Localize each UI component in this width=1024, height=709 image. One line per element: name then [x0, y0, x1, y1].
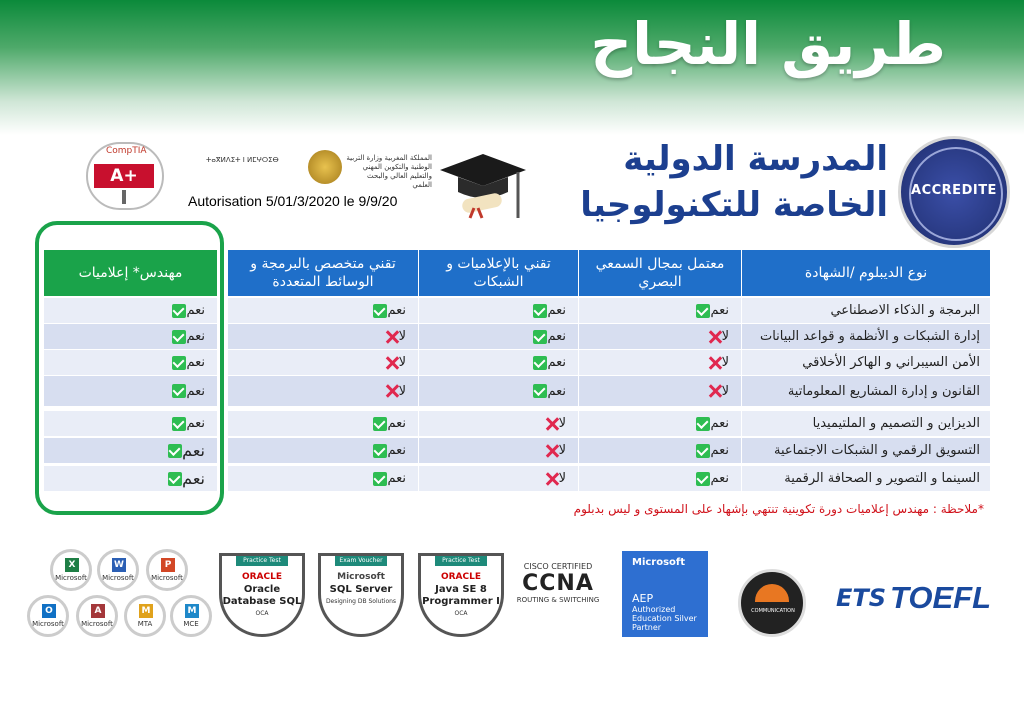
table-cell [44, 438, 217, 463]
check-icon [172, 417, 186, 431]
cell-value: نعم [547, 355, 566, 370]
cell-value: لا [721, 355, 729, 370]
cell-value: لا [558, 471, 566, 486]
check-icon [533, 356, 547, 370]
mta-badge: M MTA [124, 595, 166, 637]
toefl-logo: TOEFL [890, 580, 992, 615]
cell-value: نعم [387, 303, 406, 318]
java-badge: Practice Test ORACLE Java SE 8 Programmer I OCA [418, 553, 504, 637]
cell-value: لا [721, 383, 729, 399]
table-cell [579, 438, 741, 463]
cross-icon [708, 330, 722, 344]
table-row-label: الديزاين و التصميم و الملتيميديا [742, 411, 990, 436]
school-name-line2: الخاصة للتكنولوجيا [580, 185, 888, 225]
table-cell [419, 376, 578, 406]
footnote: *ملاحظة : مهندس إعلاميات دورة تكوينية تنتهي بإشهاد على المستوى و ليس بدبلوم [573, 502, 984, 516]
ms-outlook-badge: O Microsoft [27, 595, 69, 637]
cell-value: نعم [182, 441, 205, 460]
table-cell [579, 466, 741, 491]
table-cell [579, 298, 741, 323]
table-cell [228, 350, 418, 375]
header-audiovisual: معتمل بمجال السمعي البصري [579, 250, 741, 296]
comptia-aplus: A+ [94, 164, 154, 188]
cell-value: نعم [186, 416, 205, 431]
cross-icon [385, 330, 399, 344]
table-row-label: السينما و التصوير و الصحافة الرقمية [742, 466, 990, 491]
cell-value: نعم [186, 383, 205, 399]
table-cell [579, 350, 741, 375]
table-cell [419, 350, 578, 375]
ms-word-badge: W Microsoft [97, 549, 139, 591]
school-name-line1: المدرسة الدولية [623, 139, 888, 179]
graduation-cap-icon [438, 150, 528, 220]
ministry-arabic: المملكة المغربية وزارة التربية الوطنية والتكوين المهني والتعليم العالي والبحث العلمي [346, 154, 432, 189]
table-cell [419, 298, 578, 323]
communication-logo: COMMUNICATION [738, 569, 806, 637]
cross-icon [545, 417, 559, 431]
table-cell [228, 376, 418, 406]
cell-value: لا [398, 383, 406, 399]
ms-access-badge: A Microsoft [76, 595, 118, 637]
cell-value: نعم [186, 329, 205, 344]
accreditation-seal [898, 136, 1010, 248]
header-diploma-type: نوع الديبلوم /الشهادة [742, 250, 990, 296]
cell-value: لا [398, 329, 406, 344]
moroccan-emblem [308, 150, 342, 184]
cell-value: نعم [710, 443, 729, 458]
table-row-label: إدارة الشبكات و الأنظمة و قواعد البيانات [742, 324, 990, 349]
cross-icon [545, 472, 559, 486]
table-cell [419, 324, 578, 349]
cell-value: نعم [710, 303, 729, 318]
table-cell [228, 298, 418, 323]
header-programming-multimedia: تقني متخصص بالبرمجة و الوسائط المتعددة [228, 250, 418, 296]
check-icon [533, 304, 547, 318]
table-row-label: البرمجة و الذكاء الاصطناعي [742, 298, 990, 323]
cell-value: لا [558, 443, 566, 458]
mce-badge: M MCE [170, 595, 212, 637]
cisco-ccna-badge: CISCO CERTIFIED CCNA ROUTING & SWITCHING [516, 562, 600, 604]
cross-icon [708, 356, 722, 370]
check-icon [172, 304, 186, 318]
ets-logo: ETS [836, 584, 887, 612]
table-cell [579, 324, 741, 349]
seal-label: ACCREDITE [911, 183, 997, 198]
cell-value: نعم [186, 355, 205, 370]
school-name [568, 136, 888, 228]
check-icon [696, 417, 710, 431]
table-cell [419, 411, 578, 436]
table-cell [44, 466, 217, 491]
table-cell [44, 298, 217, 323]
table-row-label: القانون و إدارة المشاريع المعلوماتية [742, 376, 990, 406]
table-cell [228, 466, 418, 491]
table-cell [228, 411, 418, 436]
table-cell [228, 438, 418, 463]
table-cell [579, 376, 741, 406]
cell-value: نعم [547, 329, 566, 344]
comptia-logo [86, 142, 164, 210]
ms-excel-badge: X Microsoft [50, 549, 92, 591]
cell-value: نعم [710, 471, 729, 486]
check-icon [696, 444, 710, 458]
microsoft-aep-badge: Microsoft AEP Authorized Education Silver Partner [622, 551, 708, 637]
table-row-label: التسويق الرقمي و الشبكات الاجتماعية [742, 438, 990, 463]
cell-value: نعم [387, 471, 406, 486]
table-cell [44, 411, 217, 436]
cross-icon [385, 384, 399, 398]
check-icon [696, 304, 710, 318]
oracle-sql-badge: Practice Test ORACLE Oracle Database SQL OCA [219, 553, 305, 637]
table-cell [44, 324, 217, 349]
cell-value: نعم [387, 443, 406, 458]
cell-value: نعم [710, 416, 729, 431]
cell-value: نعم [182, 469, 205, 488]
check-icon [172, 384, 186, 398]
check-icon [533, 330, 547, 344]
cell-value: نعم [547, 383, 566, 399]
table-cell [44, 376, 217, 406]
cell-value: نعم [186, 303, 205, 318]
table-cell [228, 324, 418, 349]
comptia-brand: CompTIA [106, 146, 147, 156]
ms-powerpoint-badge: P Microsoft [146, 549, 188, 591]
comptia-stem [122, 190, 126, 204]
check-icon [172, 330, 186, 344]
table-row-label: الأمن السيبراني و الهاكر الأخلاقي [742, 350, 990, 375]
cross-icon [708, 384, 722, 398]
table-cell [579, 411, 741, 436]
table-cell [44, 350, 217, 375]
check-icon [373, 417, 387, 431]
cross-icon [545, 444, 559, 458]
cell-value: نعم [387, 416, 406, 431]
table-cell [419, 438, 578, 463]
header-it-engineer: مهندس* إعلاميات [44, 250, 217, 296]
cell-value: نعم [547, 303, 566, 318]
cross-icon [385, 356, 399, 370]
ministry-tifinagh: ⵜⴰⴳⵍⴷⵉⵜ ⵏ ⵍⵎⵖⵔⵉⴱ [206, 156, 279, 164]
header-it-networks: تقني بالإعلاميات و الشبكات [419, 250, 578, 296]
check-icon [373, 444, 387, 458]
cell-value: لا [721, 329, 729, 344]
check-icon [533, 384, 547, 398]
check-icon [373, 472, 387, 486]
cell-value: لا [558, 416, 566, 431]
sql-server-badge: Exam Voucher Microsoft SQL Server Designing DB Solutions [318, 553, 404, 637]
cell-value: لا [398, 355, 406, 370]
top-banner [0, 0, 1024, 135]
banner-title: طريق النجاح [590, 10, 946, 78]
check-icon [696, 472, 710, 486]
authorization-text: Autorisation 5/01/3/2020 le 9/9/20 [188, 193, 398, 209]
check-icon [168, 444, 182, 458]
check-icon [168, 472, 182, 486]
check-icon [172, 356, 186, 370]
table-cell [419, 466, 578, 491]
check-icon [373, 304, 387, 318]
